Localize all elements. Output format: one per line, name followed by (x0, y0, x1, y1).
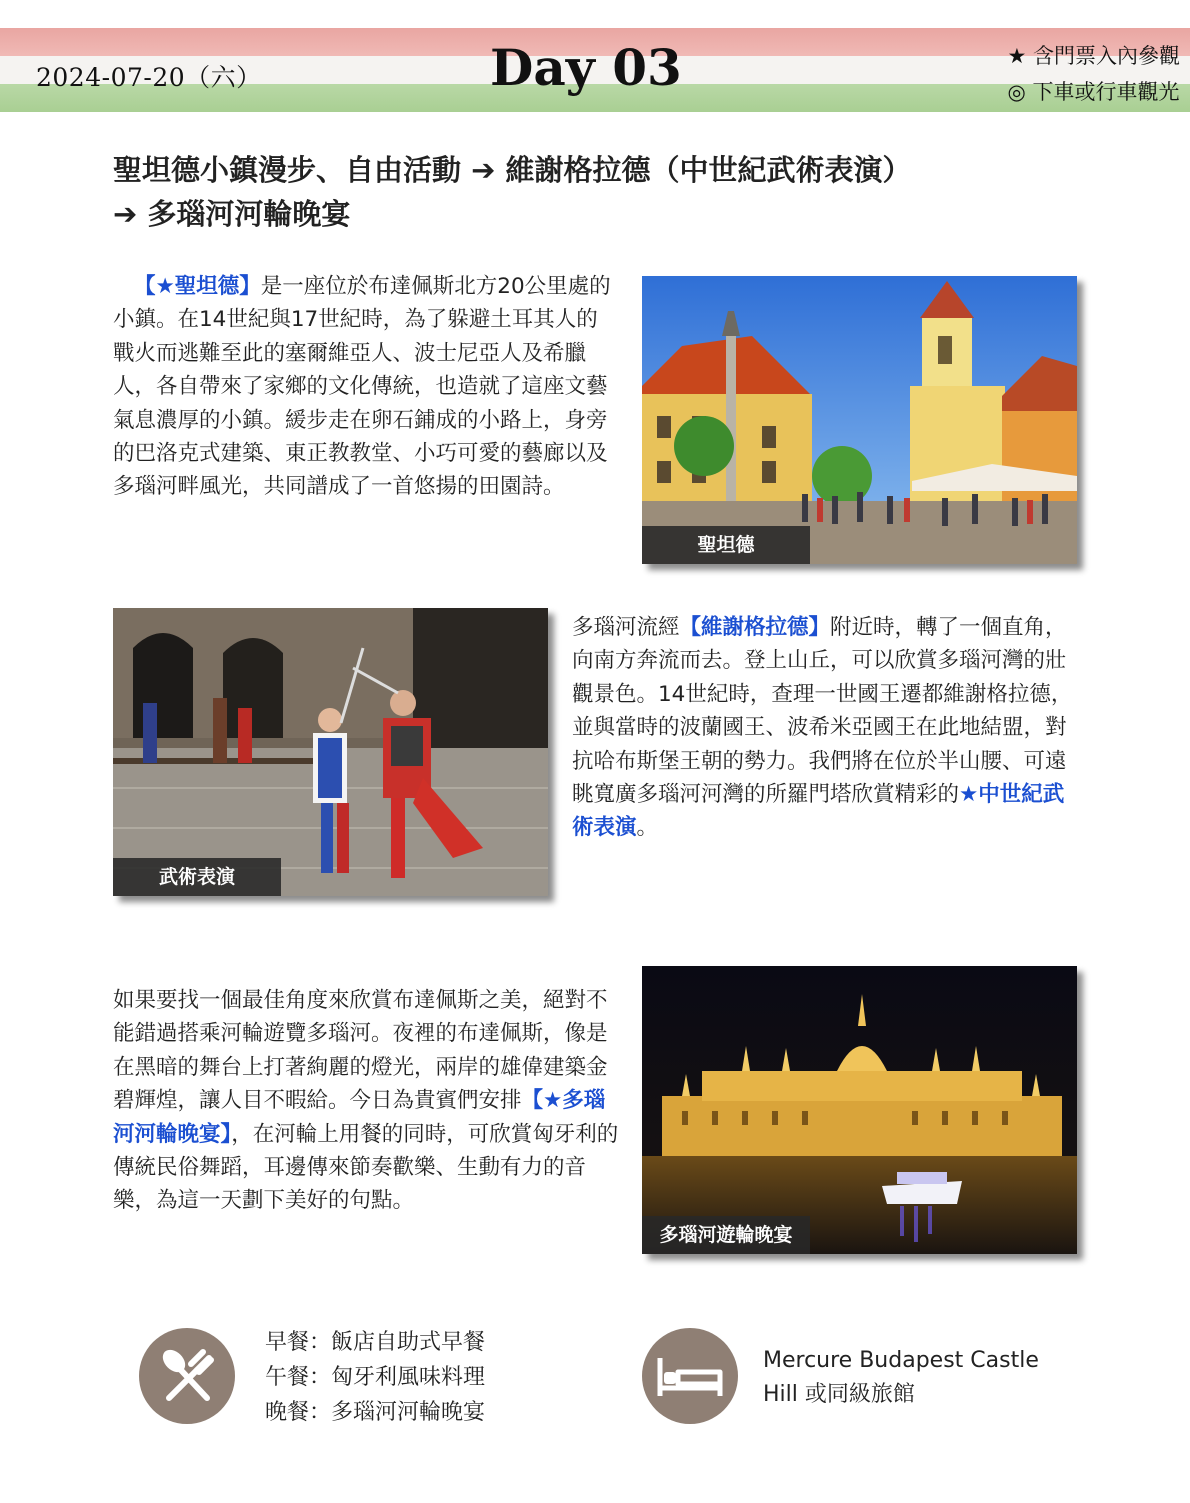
visegrad-paragraph (572, 611, 1078, 845)
cruise-text-before: 如果要找一個最佳角度來欣賞布達佩斯之美，絕對不能錯過搭乘河輪遊覽多瑙河。夜裡的布達佩斯，像是在黑暗的舞台上打著絢麗的燈光，兩岸的雄偉建築金碧輝煌，讓人目不暇給。今日為貴賓們安排 (113, 988, 608, 1114)
cruise-paragraph (113, 984, 619, 1218)
szentendre-paragraph (113, 270, 619, 504)
martial-show-highlight: ★中世紀武術表演 (572, 782, 1065, 841)
visegrad-text-after: 。 (636, 815, 659, 841)
szentendre-text: 是一座位於布達佩斯北方20公里處的小鎮。在14世紀與17世紀時，為了躲避土耳其人的戰火而逃難至此的塞爾維亞人、波士尼亞人及希臘人，各自帶來了家鄉的文化傳統，也造就了這座文藝氣息濃厚的小鎮。緩步走在卵石鋪成的小路上，身旁的巴洛克式建築、東正教教堂、小巧可愛的藝廊以及多瑙河畔風光，共同譜成了一首悠揚的田園詩。 (113, 274, 611, 500)
cruise-caption: 多瑙河遊輪晚宴 (642, 1216, 810, 1254)
meals-list (265, 1325, 485, 1430)
legend-drive-by: ◎ 下車或行車觀光 (1007, 80, 1180, 104)
szentendre-highlight: 【★聖坦德】 (134, 274, 261, 299)
visegrad-highlight: 【維謝格拉德】 (679, 615, 831, 640)
szentendre-caption: 聖坦德 (642, 526, 810, 564)
visegrad-text-middle: 附近時，轉了一個直角，向南方奔流而去。登上山丘，可以欣賞多瑙河灣的壯觀景色。14世紀時，查理一世國王遷都維謝格拉德，並與當時的波蘭國王、波希米亞國王在此地結盟，對抗哈布斯堡王朝的勢力。我們將在位於半山腰、可遠眺寬廣多瑙河河灣的所羅門塔欣賞精彩的 (572, 615, 1073, 808)
title-line-2: ➔ 多瑙河河輪晚宴 (113, 197, 351, 231)
cruise-highlight: 【★多瑙河河輪晚宴】 (113, 1088, 606, 1147)
legend (1007, 38, 1180, 110)
hotel-info (763, 1344, 1039, 1412)
title-line-1: 聖坦德小鎮漫步、自由活動 ➔ 維謝格拉德（中世紀武術表演） (113, 153, 912, 187)
visegrad-caption: 武術表演 (113, 858, 281, 896)
day-number: Day 03 (490, 38, 682, 97)
visegrad-photo (113, 608, 548, 896)
visegrad-text-before: 多瑙河流經 (572, 615, 680, 640)
hotel-name-line-2: Hill 或同級旅館 (763, 1382, 915, 1407)
itinerary-date: 2024-07-20（六） (36, 63, 262, 92)
bed-icon (642, 1328, 738, 1424)
legend-admission: ★ 含門票入內參觀 (1007, 44, 1180, 68)
parliament-night-image (642, 966, 1077, 1254)
hotel-name-line-1: Mercure Budapest Castle (763, 1348, 1039, 1373)
cruise-photo (642, 966, 1077, 1254)
medieval-fight-image (113, 608, 548, 896)
page-title (113, 148, 1073, 236)
breakfast: 早餐：飯店自助式早餐 (265, 1330, 486, 1355)
cruise-text-after: ，在河輪上用餐的同時，可欣賞匈牙利的傳統民俗舞蹈，耳邊傳來節奏歡樂、生動有力的音樂，為這一天劃下美好的句點。 (113, 1121, 619, 1214)
dinner: 晚餐：多瑙河河輪晚宴 (265, 1400, 486, 1425)
szentendre-town-image (642, 276, 1077, 564)
szentendre-photo (642, 276, 1077, 564)
fork-knife-icon (139, 1328, 235, 1424)
lunch: 午餐：匈牙利風味料理 (265, 1365, 486, 1390)
